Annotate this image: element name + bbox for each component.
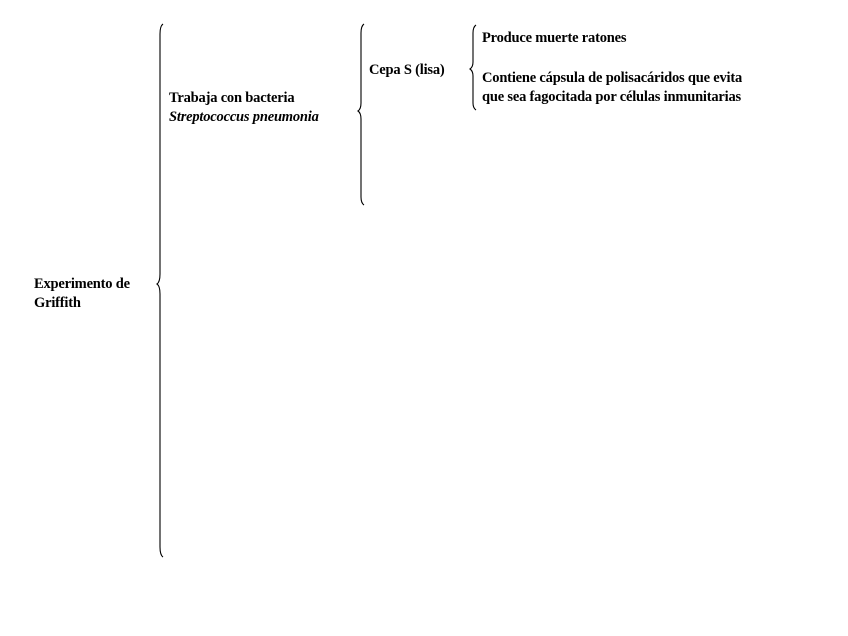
level1-label-line1: Trabaja con bacteria — [169, 90, 295, 106]
level2-node-cepa-s — [369, 61, 445, 80]
level3-node-produce-muerte — [482, 29, 626, 48]
root-brace — [157, 24, 163, 557]
root-label-line2: Griffith — [34, 295, 81, 311]
level2-brace — [470, 25, 476, 110]
level3-item2-line1: Contiene cápsula de polisacáridos que evita — [482, 70, 743, 86]
level3-item2-line2: que sea fagocitada por células inmunitarias — [482, 89, 741, 105]
level1-node-bacteria — [169, 89, 319, 127]
level2-label: Cepa S (lisa) — [369, 62, 445, 78]
root-label-line1: Experimento de — [34, 276, 130, 292]
level1-brace — [358, 24, 364, 205]
level3-node-capsula — [482, 69, 742, 107]
root-node-experimento-de-griffith — [34, 275, 130, 313]
level3-item1: Produce muerte ratones — [482, 30, 627, 46]
level1-label-species: Streptococcus pneumonia — [169, 109, 319, 125]
